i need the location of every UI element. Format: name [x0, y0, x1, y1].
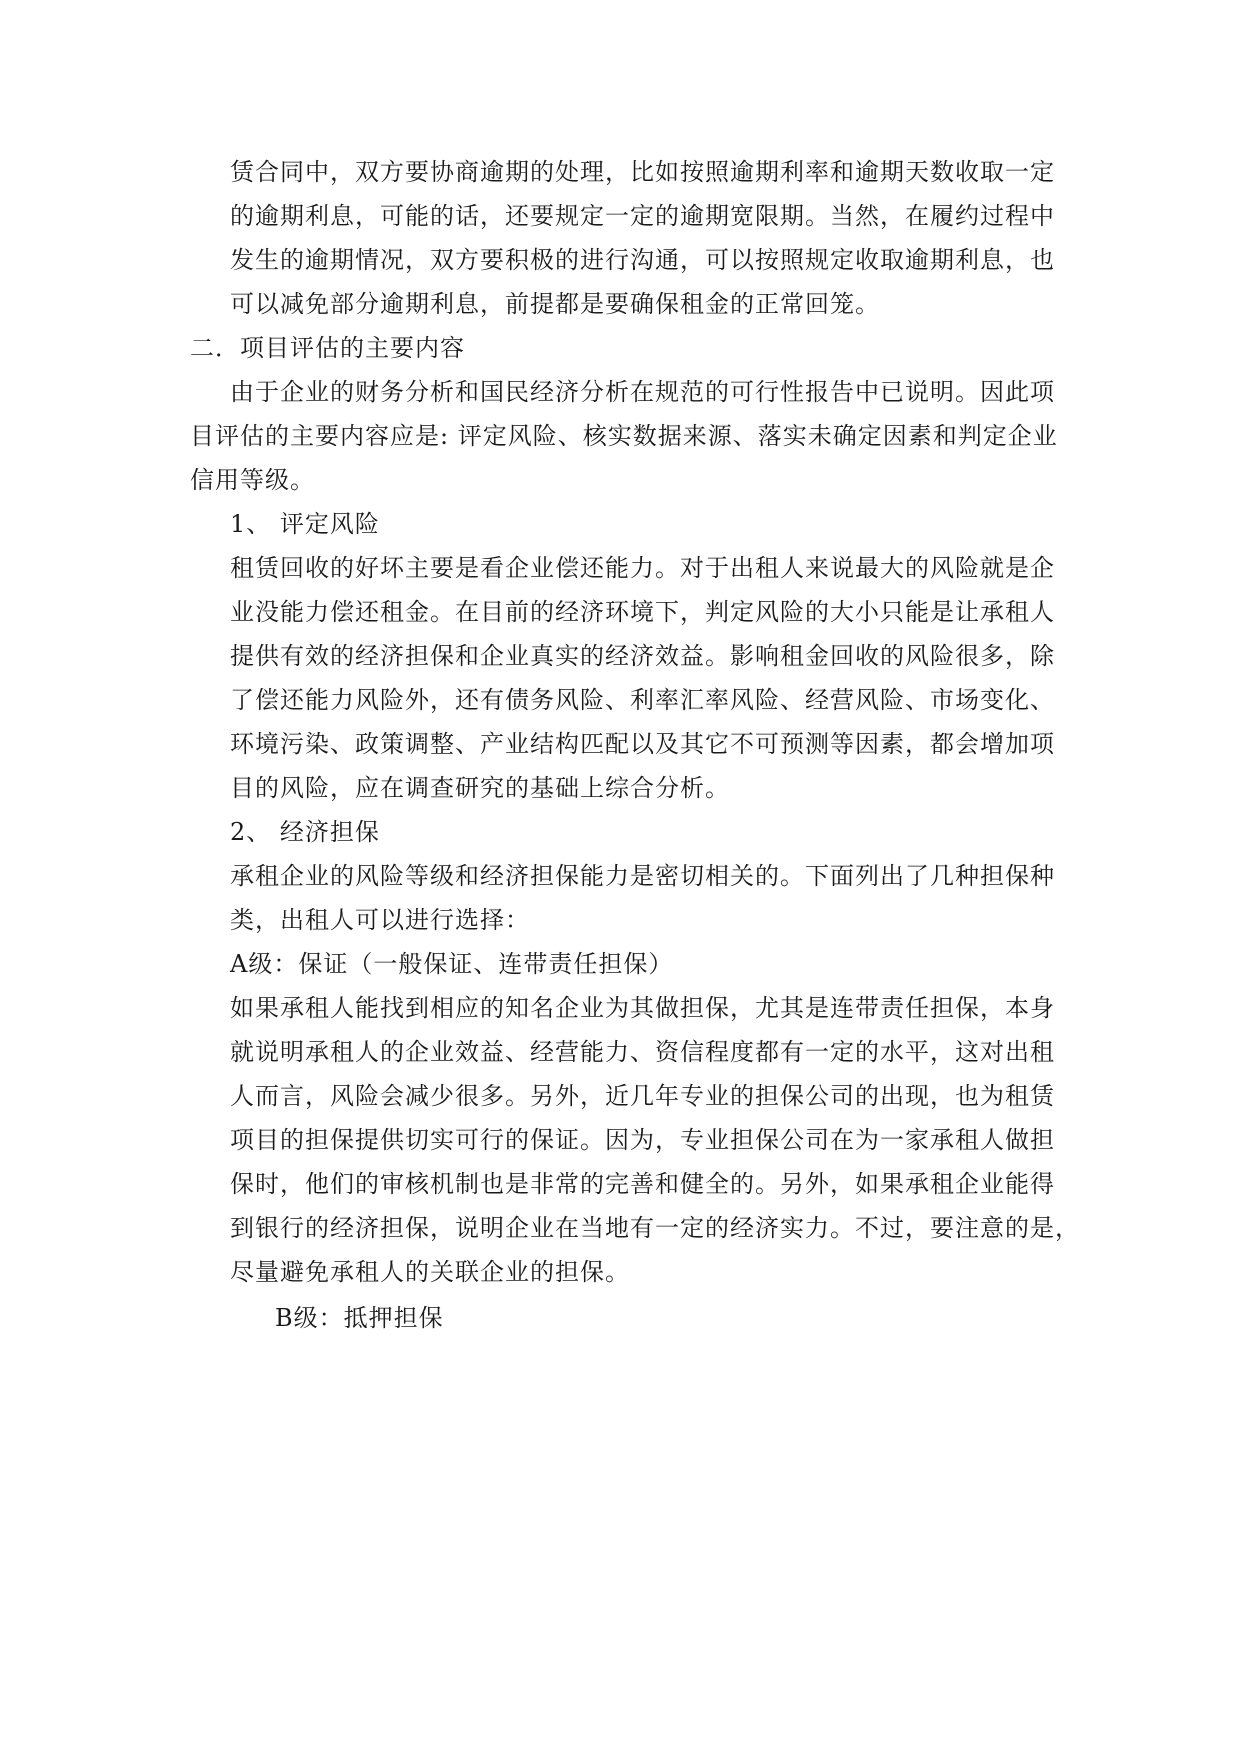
- paragraph-line: 目评估的主要内容应是: 评定风险、核实数据来源、落实未确定因素和判定企业: [190, 422, 1058, 450]
- grade-heading: A级：保证（一般保证、连带责任担保）: [230, 950, 674, 978]
- section-heading: 二．项目评估的主要内容: [190, 334, 465, 362]
- paragraph-line: 业没能力偿还租金。在目前的经济环境下，判定风险的大小只能是让承租人: [230, 598, 1055, 626]
- paragraph-line: 目的风险，应在调查研究的基础上综合分析。: [230, 774, 730, 802]
- paragraph-line: 赁合同中，双方要协商逾期的处理，比如按照逾期利率和逾期天数收取一定: [230, 158, 1055, 186]
- paragraph-line: 可以减免部分逾期利息，前提都是要确保租金的正常回笼。: [230, 290, 880, 318]
- paragraph-line: 由于企业的财务分析和国民经济分析在规范的可行性报告中已说明。因此项: [230, 378, 1055, 406]
- paragraph-line: 到银行的经济担保，说明企业在当地有一定的经济实力。不过，要注意的是，: [230, 1214, 1080, 1242]
- paragraph-line: 信用等级。: [190, 466, 315, 494]
- subsection-heading: 1、 评定风险: [230, 510, 380, 538]
- paragraph-line: 人而言，风险会减少很多。另外，近几年专业的担保公司的出现，也为租赁: [230, 1082, 1055, 1110]
- paragraph-line: 类，出租人可以进行选择：: [230, 906, 530, 934]
- paragraph-line: 发生的逾期情况，双方要积极的进行沟通，可以按照规定收取逾期利息，也: [230, 246, 1055, 274]
- grade-heading: B级：抵押担保: [275, 1304, 444, 1332]
- paragraph-line: 环境污染、政策调整、产业结构匹配以及其它不可预测等因素，都会增加项: [230, 730, 1055, 758]
- paragraph-line: 了偿还能力风险外，还有债务风险、利率汇率风险、经营风险、市场变化、: [230, 686, 1055, 714]
- paragraph-line: 租赁回收的好坏主要是看企业偿还能力。对于出租人来说最大的风险就是企: [230, 554, 1055, 582]
- paragraph-line: 提供有效的经济担保和企业真实的经济效益。影响租金回收的风险很多，除: [230, 642, 1055, 670]
- paragraph-line: 尽量避免承租人的关联企业的担保。: [230, 1258, 630, 1286]
- paragraph-line: 承租企业的风险等级和经济担保能力是密切相关的。下面列出了几种担保种: [230, 862, 1055, 890]
- paragraph-line: 就说明承租人的企业效益、经营能力、资信程度都有一定的水平，这对出租: [230, 1038, 1055, 1066]
- paragraph-line: 项目的担保提供切实可行的保证。因为，专业担保公司在为一家承租人做担: [230, 1126, 1055, 1154]
- subsection-heading: 2、 经济担保: [230, 818, 380, 846]
- paragraph-line: 如果承租人能找到相应的知名企业为其做担保，尤其是连带责任担保，本身: [230, 994, 1055, 1022]
- paragraph-line: 的逾期利息，可能的话，还要规定一定的逾期宽限期。当然，在履约过程中: [230, 202, 1055, 230]
- paragraph-line: 保时，他们的审核机制也是非常的完善和健全的。另外，如果承租企业能得: [230, 1170, 1055, 1198]
